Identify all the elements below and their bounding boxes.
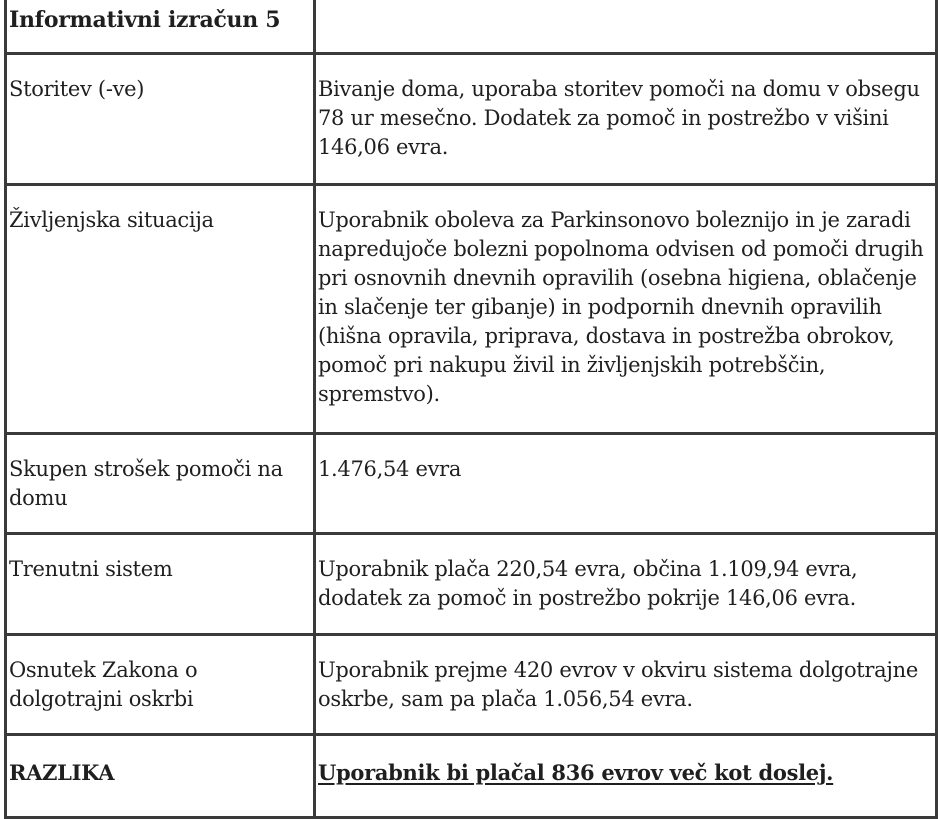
row-label-cell [6, 635, 315, 735]
row-value: Uporabnik oboleva za Parkinsonovo boleznijo in je zaradi napredujoče bolezni popolnoma odvisen od pomoči drugih pri osnovnih dnevnih opravilih (osebna higiena, oblačenje in slačenje ter gibanje) in podpornih dnevnih opravilih (hišna opravila, priprava, dostava in postrežba obrokov, pomoč pri nakupu živil in življenjskih potrebščin, spremstvo). [318, 208, 924, 406]
table-title-right-cell [315, 0, 937, 54]
row-value-cell [315, 635, 937, 735]
table-title-cell [6, 0, 315, 54]
row-label: Osnutek Zakona o dolgotrajni oskrbi [9, 658, 198, 711]
table-title: Informativni izračun 5 [9, 7, 281, 33]
row-value: Uporabnik prejme 420 evrov v okviru sistema dolgotrajne oskrbe, sam pa plača 1.056,54 evra. [318, 658, 918, 711]
table-row-zivljenjska-situacija [6, 185, 937, 434]
row-value: Bivanje doma, uporaba storitev pomoči na domu v obsegu 78 ur mesečno. Dodatek za pomoč in postrežbo v višini 146,06 evra. [318, 77, 920, 159]
row-label: Trenutni sistem [9, 557, 173, 581]
row-label: Storitev (-ve) [9, 77, 145, 101]
row-value-cell [315, 185, 937, 434]
row-label: Življenjska situacija [9, 208, 214, 232]
row-label-cell [6, 534, 315, 635]
difference-label: RAZLIKA [9, 760, 115, 785]
row-label-cell [6, 185, 315, 434]
row-value-cell [315, 534, 937, 635]
difference-value: Uporabnik bi plačal 836 evrov več kot doslej. [318, 760, 834, 785]
row-value-cell [315, 54, 937, 185]
row-label: Skupen strošek pomoči na domu [9, 457, 283, 510]
row-value-cell [315, 434, 937, 534]
row-value-cell [315, 735, 937, 818]
informative-calculation-table [4, 0, 938, 819]
table-row-trenutni-sistem [6, 534, 937, 635]
table-row-razlika [6, 735, 937, 818]
table-title-row [6, 0, 937, 54]
table-row-skupen-strosek [6, 434, 937, 534]
row-value: Uporabnik plača 220,54 evra, občina 1.109,94 evra, dodatek za pomoč in postrežbo pokrije 146,06 evra. [318, 557, 858, 610]
row-label-cell [6, 735, 315, 818]
row-value: 1.476,54 evra [318, 457, 462, 481]
table-row-osnutek-zakona [6, 635, 937, 735]
row-label-cell [6, 54, 315, 185]
table-row-storitev [6, 54, 937, 185]
row-label-cell [6, 434, 315, 534]
